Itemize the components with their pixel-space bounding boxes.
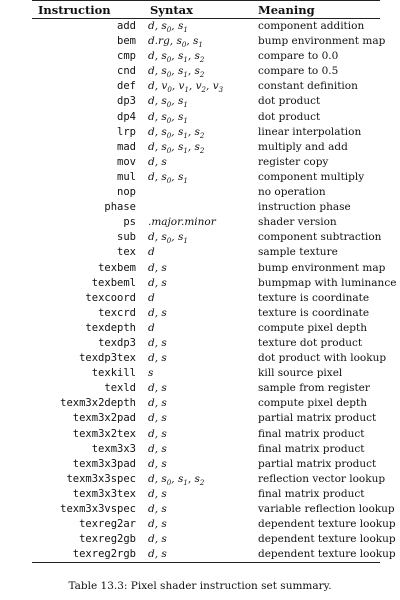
instruction-cell: cmp: [117, 50, 136, 63]
instruction-cell: mad: [117, 140, 136, 153]
meaning-cell: no operation: [258, 186, 326, 199]
instruction-cell: dp3: [117, 95, 136, 108]
instruction-cell: texbeml: [91, 276, 136, 289]
meaning-cell: texture is coordinate: [258, 291, 370, 304]
meaning-cell: dot product: [258, 95, 321, 108]
instruction-cell: texm3x3pad: [72, 457, 136, 470]
table-row: [32, 291, 380, 306]
meaning-cell: bump environment map: [258, 35, 386, 48]
table-row: [32, 64, 380, 79]
syntax-cell: d, $s_0$, $s_1$: [148, 231, 188, 246]
table-row: [32, 306, 380, 321]
meaning-cell: dependent texture lookup: [258, 518, 396, 531]
instruction-cell: texm3x2depth: [60, 397, 136, 410]
table-header: [32, 1, 380, 19]
meaning-cell: final matrix product: [258, 487, 365, 500]
syntax-cell: d: [148, 291, 155, 304]
table-row: [32, 245, 380, 260]
instruction-cell: texbem: [98, 261, 136, 274]
syntax-cell: d, $s_0$, $s_1$: [148, 170, 188, 186]
syntax-cell: d, s: [148, 155, 167, 168]
table-row: [32, 351, 380, 366]
meaning-cell: dependent texture lookup: [256, 547, 380, 563]
meaning-cell: register copy: [258, 155, 329, 168]
table-row: [32, 457, 380, 472]
instruction-cell: add: [117, 20, 136, 32]
syntax-cell: d, s: [148, 533, 167, 546]
meaning-cell: final matrix product: [258, 427, 365, 440]
header-meaning: Meaning: [256, 1, 380, 19]
meaning-cell: variable reflection lookup: [258, 503, 395, 515]
meaning-cell: sample texture: [258, 246, 338, 259]
instruction-cell: texm3x3: [91, 442, 136, 455]
meaning-cell: multiply and add: [258, 140, 348, 153]
meaning-cell: constant definition: [258, 80, 358, 93]
syntax-cell: d.rg, $s_0$, $s_1$: [148, 35, 203, 50]
header-instruction: Instruction: [32, 1, 144, 19]
instruction-cell: phase: [104, 201, 136, 214]
meaning-cell: compute pixel depth: [258, 397, 367, 410]
table-row: [32, 487, 380, 502]
syntax-cell: d, s: [148, 518, 167, 531]
syntax-cell: d, s: [148, 427, 167, 440]
table-row: [32, 427, 380, 442]
table-row: [32, 79, 380, 94]
header-row: [32, 1, 380, 19]
instruction-cell: def: [117, 80, 136, 93]
instruction-cell: tex: [117, 246, 136, 259]
instruction-cell: texreg2ar: [79, 518, 136, 531]
instruction-cell: texdepth: [85, 321, 136, 334]
table-row: [32, 140, 380, 155]
syntax-cell: d, s: [144, 547, 256, 563]
syntax-cell: .major.minor: [148, 216, 216, 229]
instruction-cell: texm3x2pad: [72, 412, 136, 425]
meaning-cell: compare to 0.5: [258, 65, 339, 78]
instruction-cell: texdp3tex: [79, 352, 136, 365]
syntax-cell: d, s: [148, 336, 167, 349]
table-row: [32, 185, 380, 200]
meaning-cell: partial matrix product: [258, 457, 377, 470]
table-row: [32, 34, 380, 49]
instruction-cell: sub: [117, 231, 136, 244]
syntax-cell: d, s: [148, 412, 167, 425]
syntax-cell: d, s: [148, 442, 167, 455]
instruction-cell: texreg2rgb: [32, 547, 144, 563]
header-syntax: Syntax: [144, 1, 256, 19]
meaning-cell: dot product: [258, 110, 321, 123]
meaning-cell: texture dot product: [258, 336, 363, 349]
meaning-cell: texture is coordinate: [258, 306, 370, 319]
instruction-cell: texm3x3tex: [72, 487, 136, 500]
syntax-cell: d, s: [148, 397, 167, 410]
syntax-cell: d, s: [148, 276, 167, 289]
meaning-cell: component subtraction: [258, 231, 382, 244]
table-row: [32, 396, 380, 411]
syntax-cell: [144, 185, 256, 200]
syntax-cell: d, $s_0$, $s_1$: [148, 95, 188, 110]
table-row: [32, 381, 380, 396]
table-row: [32, 366, 380, 381]
table-row: [32, 321, 380, 336]
syntax-cell: d, $s_0$, $s_1$, $s_2$: [148, 125, 205, 140]
meaning-cell: partial matrix product: [258, 412, 377, 425]
table-row: [32, 215, 380, 230]
meaning-cell: dot product with lookup: [258, 352, 387, 365]
table-body: [32, 19, 397, 563]
syntax-cell: d: [148, 246, 155, 259]
syntax-cell: d, s: [148, 382, 167, 395]
meaning-cell: compute pixel depth: [258, 321, 367, 334]
syntax-cell: d, s: [148, 457, 167, 470]
instruction-cell: texm3x3spec: [66, 472, 136, 485]
meaning-cell: compare to 0.0: [258, 50, 339, 63]
syntax-cell: s: [148, 367, 154, 380]
table-row: [32, 547, 380, 563]
table-row: [32, 261, 380, 276]
table-row: [32, 125, 380, 140]
instruction-cell: lrp: [117, 125, 136, 138]
instruction-cell: texcoord: [85, 291, 136, 304]
table-row: [32, 230, 380, 245]
table-row: [32, 49, 380, 64]
syntax-cell: d, s: [148, 261, 167, 274]
instruction-cell: texreg2gb: [79, 533, 136, 546]
table-row: [32, 155, 380, 170]
table-row: [32, 532, 380, 547]
instruction-cell: mul: [117, 170, 136, 183]
syntax-cell: d, $s_0$, $s_1$, $s_2$: [148, 140, 205, 155]
meaning-cell: kill source pixel: [258, 367, 343, 380]
syntax-cell: d, s: [148, 352, 167, 365]
meaning-cell: sample from register: [258, 382, 370, 395]
syntax-cell: d, s: [148, 487, 167, 500]
syntax-cell: d, $v_0$, $v_1$, $v_2$, $v_3$: [148, 80, 224, 95]
syntax-cell: d: [148, 321, 155, 334]
table-row: [32, 472, 380, 487]
instruction-table: [32, 0, 397, 563]
table-row: [32, 442, 380, 457]
syntax-cell: d, $s_0$, $s_1$: [148, 110, 188, 125]
table-row: [32, 110, 380, 125]
meaning-cell: bump environment map: [258, 261, 386, 274]
instruction-cell: mov: [117, 155, 136, 168]
meaning-cell: component addition: [258, 20, 365, 32]
instruction-cell: texld: [104, 382, 136, 395]
syntax-cell: d, s: [148, 503, 167, 515]
table-row: [32, 336, 380, 351]
table-row: [32, 517, 380, 532]
table-row: [32, 170, 380, 185]
instruction-cell: texm3x3vspec: [60, 503, 136, 515]
syntax-cell: d, $s_0$, $s_1$, $s_2$: [148, 65, 205, 80]
syntax-cell: d, s: [148, 306, 167, 319]
meaning-cell: instruction phase: [258, 201, 351, 214]
instruction-cell: cnd: [117, 65, 136, 78]
meaning-cell: linear interpolation: [258, 125, 362, 138]
instruction-cell: texkill: [91, 367, 136, 380]
instruction-cell: nop: [117, 186, 136, 199]
instruction-cell: bem: [117, 35, 136, 48]
syntax-cell: d, $s_0$, $s_1$: [148, 20, 188, 35]
meaning-cell: component multiply: [258, 170, 365, 183]
table-row: [32, 200, 380, 215]
instruction-cell: texdp3: [98, 336, 136, 349]
table-row: [32, 411, 380, 426]
table-row: [32, 502, 380, 517]
instruction-cell: ps: [123, 216, 136, 229]
table-row: [32, 94, 380, 109]
meaning-cell: shader version: [258, 216, 337, 229]
table-row: [32, 19, 380, 35]
instruction-cell: dp4: [117, 110, 136, 123]
meaning-cell: reflection vector lookup: [258, 472, 386, 485]
meaning-cell: final matrix product: [258, 442, 365, 455]
table-caption: Table 13.3: Pixel shader instruction set summary.: [68, 580, 332, 592]
syntax-cell: [144, 200, 256, 215]
table-row: [32, 276, 380, 291]
syntax-cell: d, $s_0$, $s_1$, $s_2$: [148, 472, 205, 487]
instruction-table-wrapper: [32, 0, 397, 563]
instruction-cell: texcrd: [98, 306, 136, 319]
meaning-cell: dependent texture lookup: [258, 533, 396, 546]
syntax-cell: d, $s_0$, $s_1$, $s_2$: [148, 50, 205, 65]
instruction-cell: texm3x2tex: [72, 427, 136, 440]
meaning-cell: bumpmap with luminance: [258, 276, 397, 289]
